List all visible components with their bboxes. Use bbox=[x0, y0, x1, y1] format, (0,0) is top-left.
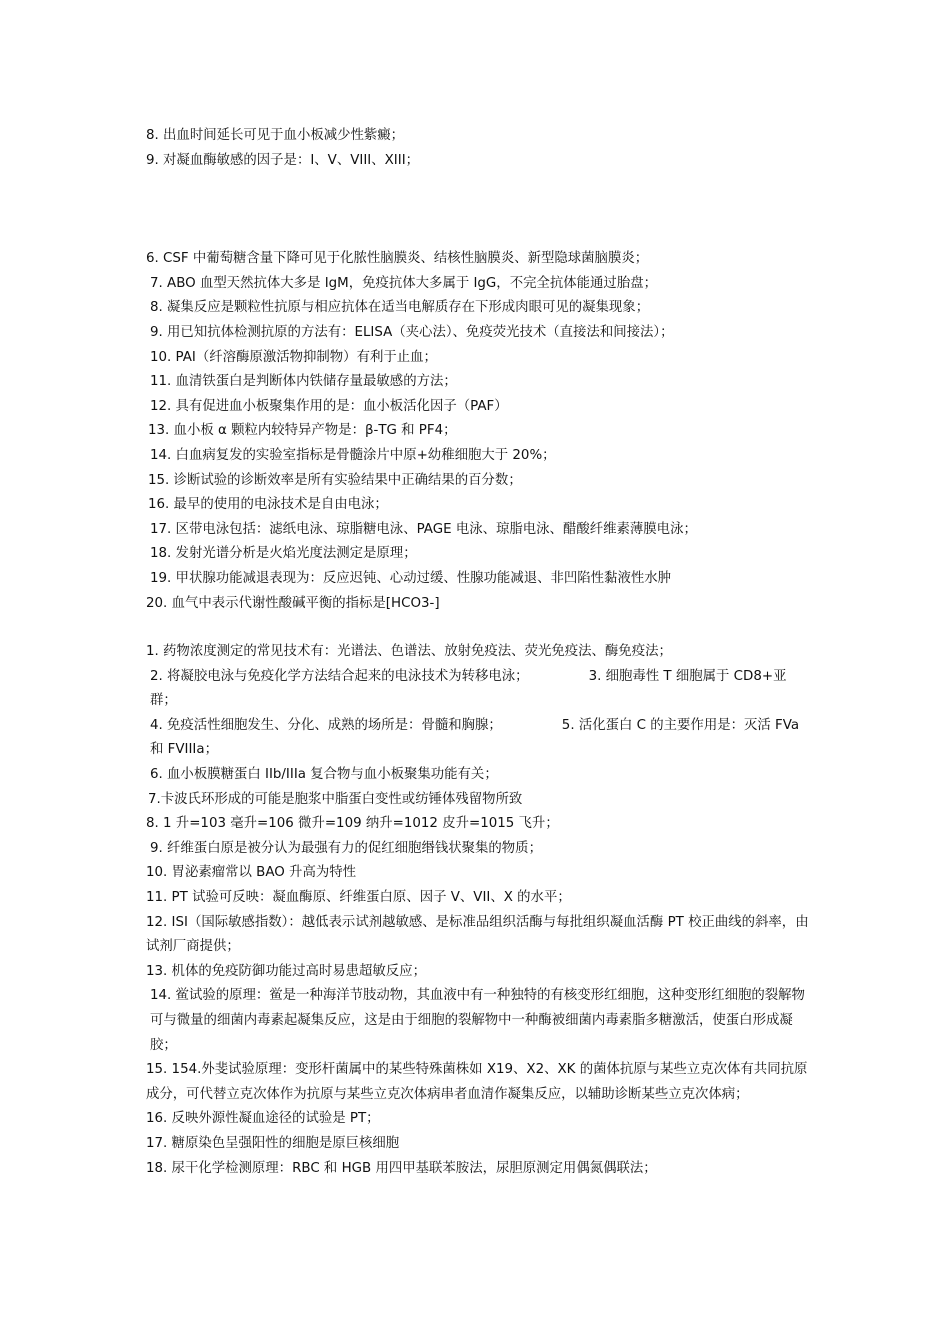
text-line: 1. 药物浓度测定的常见技术有：光谱法、色谱法、放射免疫法、荧光免疫法、酶免疫法； bbox=[146, 644, 672, 660]
text-line: 8. 出血时间延长可见于血小板减少性紫癜； bbox=[146, 128, 405, 143]
text-line: 15. 诊断试验的诊断效率是所有实验结果中正确结果的百分数； bbox=[148, 472, 522, 488]
text-run: 5. 活化蛋白 C 的主要作用是：灭活 FVa 和 FVIIIa； bbox=[150, 717, 800, 758]
text-line: 9. 用已知抗体检测抗原的方法有：ELISA（夹心法）、免疫荧光技术（直接法和间接法）； bbox=[150, 324, 674, 340]
text-line: 13. 血小板 α 颗粒内较特异产物是：β-TG 和 PF4； bbox=[148, 423, 457, 439]
document-body bbox=[146, 124, 810, 1181]
text-line: 12. 具有促进血小板聚集作用的是：血小板活化因子（PAF） bbox=[150, 398, 508, 414]
text-line: 18. 尿干化学检测原理：RBC 和 HGB 用四甲基联苯胺法，尿胆原测定用偶氮偶联法； bbox=[146, 1160, 657, 1176]
text-run: 2. 将凝胶电泳与免疫化学方法结合起来的电泳技术为转移电泳； bbox=[150, 668, 529, 684]
text-line: 7.卡波氏环形成的可能是胞浆中脂蛋白变性或纺锤体残留物所致 bbox=[148, 791, 523, 807]
spacer bbox=[146, 173, 810, 247]
text-run: 4. 免疫活性细胞发生、分化、成熟的场所是：骨髓和胸腺； bbox=[150, 717, 502, 733]
text-line: 10. 胃泌素瘤常以 BAO 升高为特性 bbox=[146, 865, 357, 881]
spacer bbox=[146, 616, 810, 640]
text-line: 7. ABO 血型天然抗体大多是 IgM，免疫抗体大多属于 IgG，不完全抗体能通过胎盘； bbox=[150, 275, 657, 291]
text-line: 6. 血小板膜糖蛋白 IIb/IIIa 复合物与血小板聚集功能有关； bbox=[150, 767, 498, 783]
text-paragraph bbox=[146, 714, 810, 763]
text-line: 9. 纤维蛋白原是被分认为最强有力的促红细胞缗钱状聚集的物质； bbox=[150, 840, 542, 856]
text-line: 8. 凝集反应是颗粒性抗原与相应抗体在适当电解质存在下形成肉眼可见的凝集现象； bbox=[150, 300, 650, 316]
text-run: 3. 细胞毒性 T 细胞属于 CD8+亚群； bbox=[150, 668, 787, 709]
text-line: 10. PAI（纤溶酶原激活物抑制物）有利于止血； bbox=[150, 349, 437, 365]
text-line: 11. 血清铁蛋白是判断体内铁储存量最敏感的方法； bbox=[150, 374, 457, 390]
text-line: 20. 血气中表示代谢性酸碱平衡的指标是[HCO3-] bbox=[146, 595, 440, 611]
text-paragraph: 15. 154.外斐试验原理：变形杆菌属中的某些特殊菌株如 X19、X2、XK 的菌体抗原与某些立克次体有共同抗原成分，可代替立克次体作为抗原与某些立克次体病串者血清作凝集反应，以辅助诊断某些立克次体病； bbox=[146, 1062, 808, 1102]
text-line: 6. CSF 中葡萄糖含量下降可见于化脓性脑膜炎、结核性脑膜炎、新型隐球菌脑膜炎； bbox=[146, 251, 649, 267]
text-line: 16. 反映外源性凝血途径的试验是 PT； bbox=[146, 1111, 380, 1127]
text-line: 13. 机体的免疫防御功能过高时易患超敏反应； bbox=[146, 963, 426, 979]
text-line: 17. 区带电泳包括：滤纸电泳、琼脂糖电泳、PAGE 电泳、琼脂电泳、醋酸纤维素薄膜电泳； bbox=[150, 521, 697, 537]
text-paragraph: 14. 鲎试验的原理：鲎是一种海洋节肢动物，其血液中有一种独特的有核变形红细胞，这种变形红细胞的裂解物可与微量的细菌内毒素起凝集反应，这是由于细胞的裂解物中一种酶被细菌内毒素脂多糖激活，使蛋白形成凝胶； bbox=[150, 988, 805, 1053]
text-paragraph: 12. ISI（国际敏感指数）：越低表示试剂越敏感、是标准品组织活酶与每批组织凝血活酶 PT 校正曲线的斜率，由试剂厂商提供； bbox=[146, 914, 809, 955]
text-paragraph bbox=[146, 665, 810, 714]
text-line: 14. 白血病复发的实验室指标是骨髓涂片中原+幼稚细胞大于 20%； bbox=[150, 447, 556, 463]
text-line: 9. 对凝血酶敏感的因子是：I、V、VIII、XIII； bbox=[146, 152, 420, 168]
text-line: 17. 糖原染色呈强阳性的细胞是原巨核细胞 bbox=[146, 1135, 400, 1151]
text-line: 18. 发射光谱分析是火焰光度法测定是原理； bbox=[150, 546, 417, 562]
text-line: 11. PT 试验可反映：凝血酶原、纤维蛋白原、因子 V、VII、X 的水平； bbox=[146, 890, 571, 906]
text-line: 8. 1 升=103 毫升=106 微升=109 纳升=1012 皮升=1015 飞升； bbox=[146, 816, 559, 832]
text-line: 19. 甲状腺功能减退表现为：反应迟钝、心动过缓、性腺功能减退、非凹陷性黏液性水肿 bbox=[150, 570, 672, 586]
text-line: 16. 最早的使用的电泳技术是自由电泳； bbox=[148, 497, 388, 513]
